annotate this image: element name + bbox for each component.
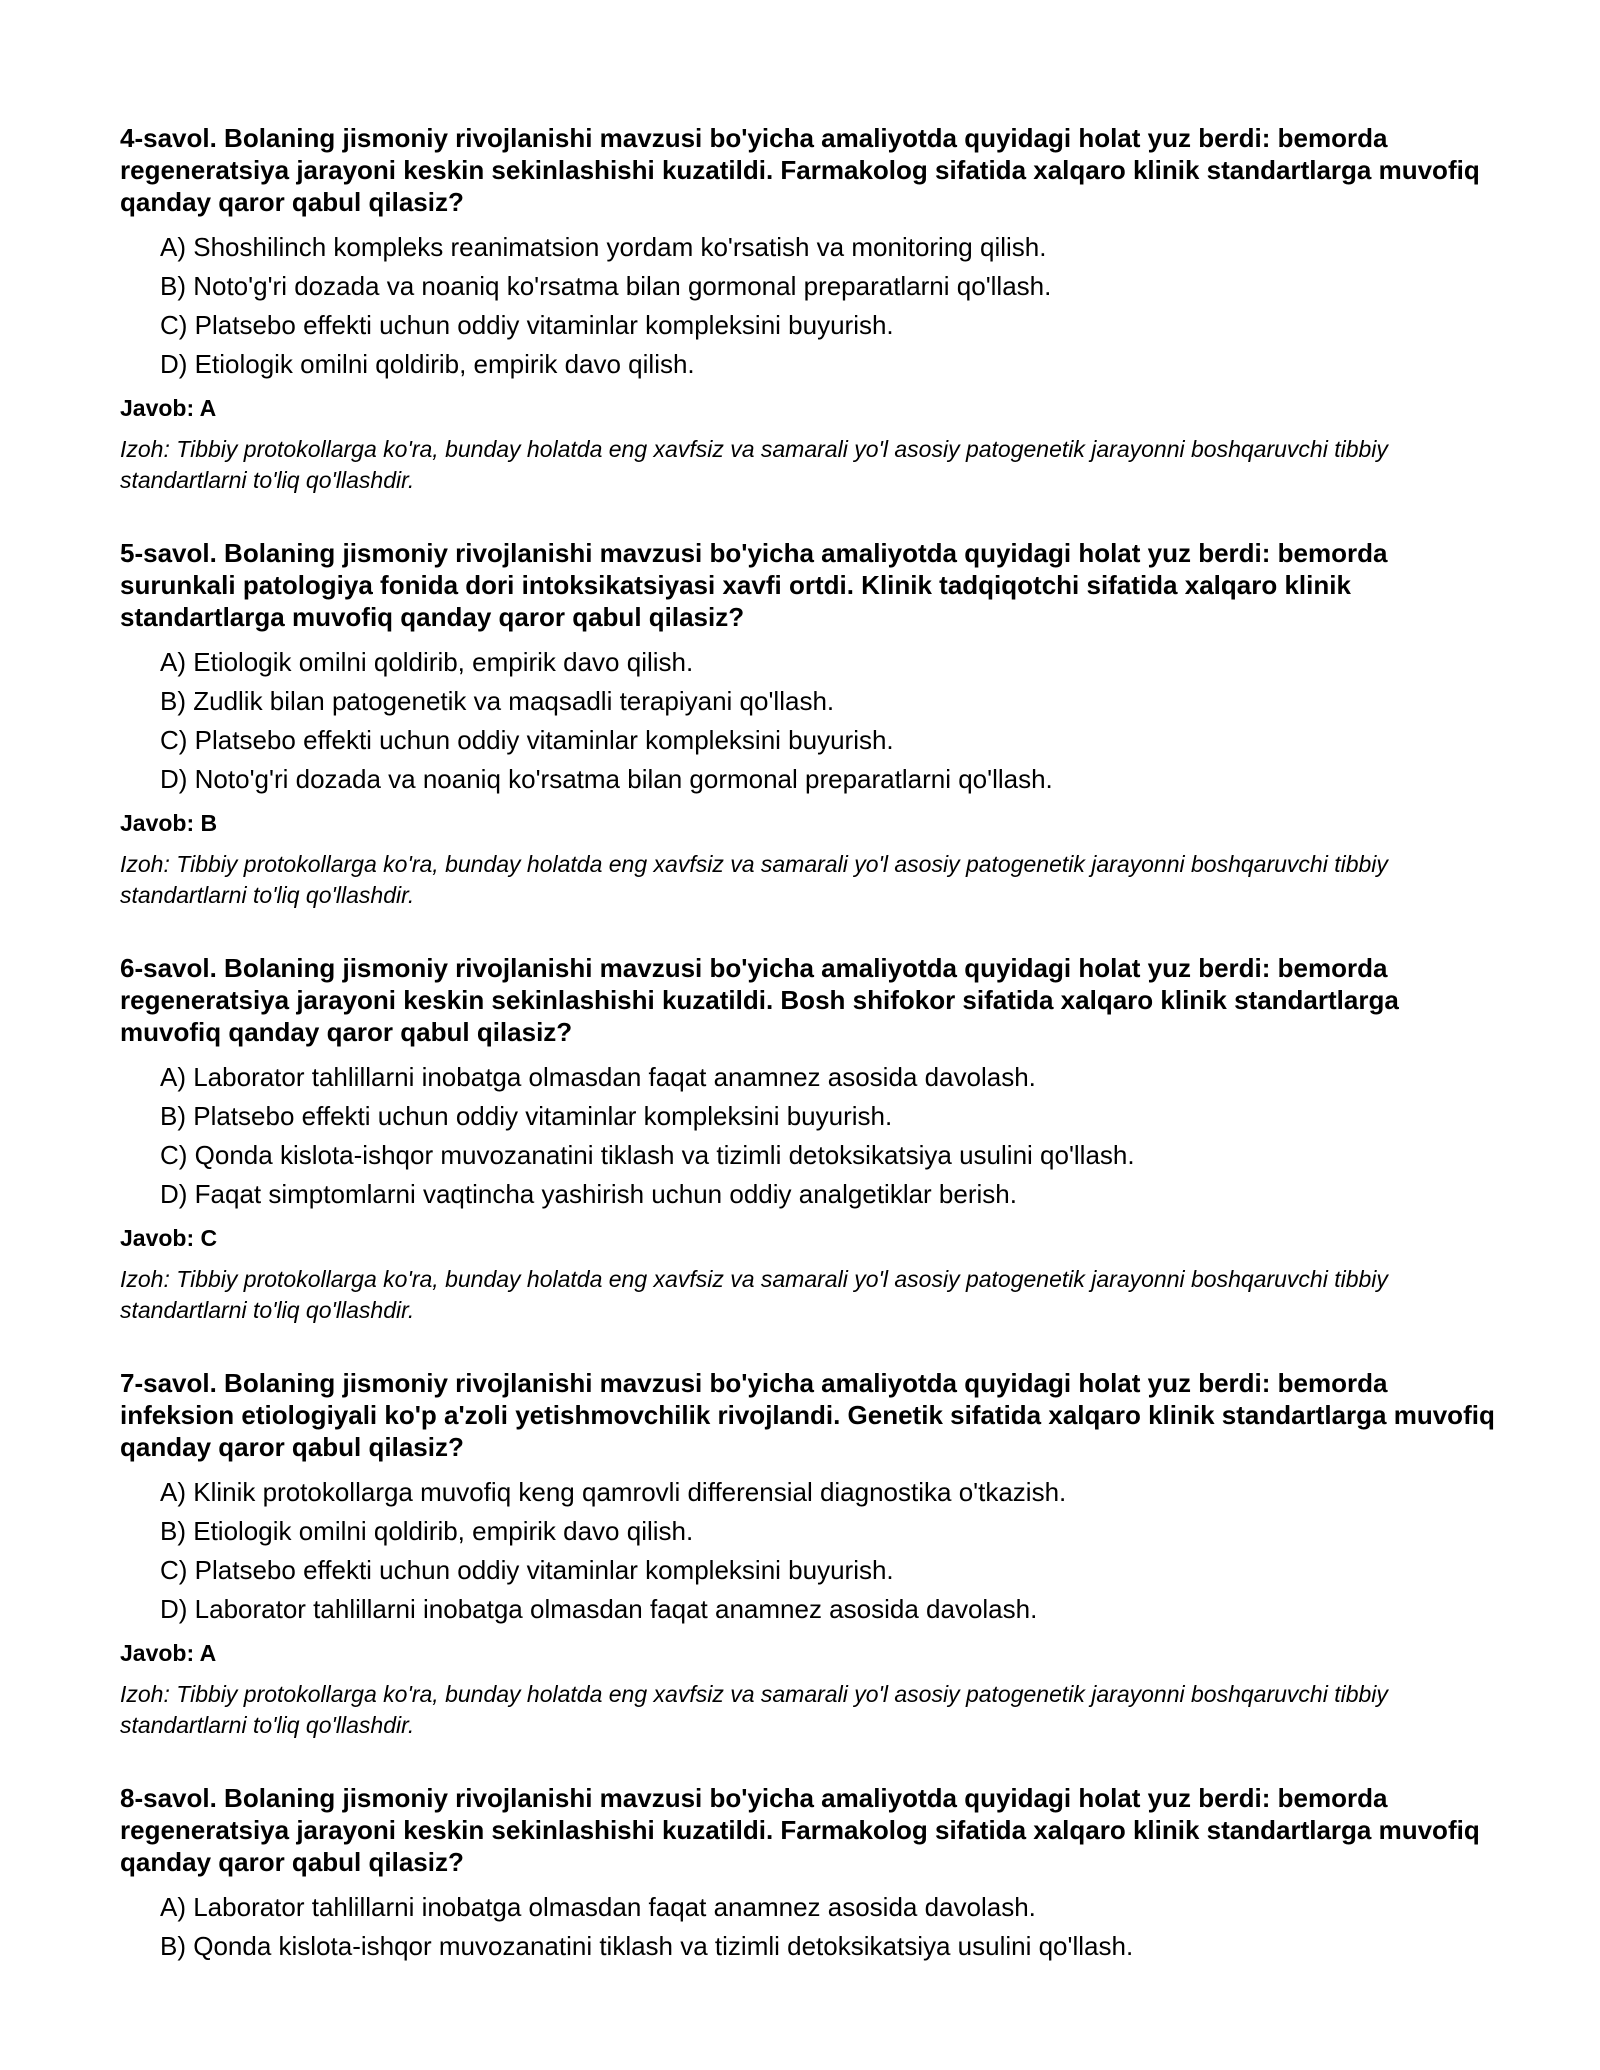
question-block-4	[120, 122, 1500, 496]
option-c: C) Qonda kislota-ishqor muvozanatini tiklash va tizimli detoksikatsiya usulini qo'llash.	[160, 1140, 1135, 1170]
explanation-text: Izoh: Tibbiy protokollarga ko'ra, bunday holatda eng xavfsiz va samarali yo'l asosiy patogenetik jarayonni boshqaruvchi tibbiy standartlarni to'liq qo'llashdir.	[120, 1266, 1388, 1323]
option-c: C) Platsebo effekti uchun oddiy vitaminlar kompleksini buyurish.	[160, 310, 894, 340]
option-b: B) Etiologik omilni qoldirib, empirik davo qilish.	[160, 1516, 694, 1546]
answer-label: Javob: A	[120, 1640, 217, 1666]
option-d: D) Laborator tahlillarni inobatga olmasdan faqat anamnez asosida davolash.	[160, 1594, 1038, 1624]
question-block-7	[120, 1367, 1500, 1741]
option-a: A) Laborator tahlillarni inobatga olmasdan faqat anamnez asosida davolash.	[160, 1062, 1036, 1092]
options-list	[120, 228, 1500, 384]
option-c: C) Platsebo effekti uchun oddiy vitaminlar kompleksini buyurish.	[160, 1555, 894, 1585]
document-body	[120, 122, 1500, 2007]
answer-label: Javob: C	[120, 1225, 218, 1251]
options-list	[120, 1473, 1500, 1629]
option-d: D) Noto'g'ri dozada va noaniq ko'rsatma bilan gormonal preparatlarni qo'llash.	[160, 764, 1053, 794]
option-c: C) Platsebo effekti uchun oddiy vitaminlar kompleksini buyurish.	[160, 725, 894, 755]
question-text: 7-savol. Bolaning jismoniy rivojlanishi mavzusi bo'yicha amaliyotda quyidagi holat yuz berdi: bemorda infeksion etiologiyali ko'p a'zoli yetishmovchilik rivojlandi. Genetik sifatida xalqaro klinik standartlarga muvofiq qanday qaror qabul qilasiz?	[120, 1368, 1495, 1462]
option-a: A) Shoshilinch kompleks reanimatsion yordam ko'rsatish va monitoring qilish.	[160, 232, 1047, 262]
explanation-text: Izoh: Tibbiy protokollarga ko'ra, bunday holatda eng xavfsiz va samarali yo'l asosiy patogenetik jarayonni boshqaruvchi tibbiy standartlarni to'liq qo'llashdir.	[120, 436, 1388, 493]
question-block-8	[120, 1782, 1500, 1966]
question-text: 8-savol. Bolaning jismoniy rivojlanishi mavzusi bo'yicha amaliyotda quyidagi holat yuz berdi: bemorda regeneratsiya jarayoni keskin sekinlashishi kuzatildi. Farmakolog sifatida xalqaro klinik standartlarga muvofiq qanday qaror qabul qilasiz?	[120, 1783, 1480, 1877]
question-text: 4-savol. Bolaning jismoniy rivojlanishi mavzusi bo'yicha amaliyotda quyidagi holat yuz berdi: bemorda regeneratsiya jarayoni keskin sekinlashishi kuzatildi. Farmakolog sifatida xalqaro klinik standartlarga muvofiq qanday qaror qabul qilasiz?	[120, 123, 1480, 217]
option-a: A) Laborator tahlillarni inobatga olmasdan faqat anamnez asosida davolash.	[160, 1892, 1036, 1922]
question-block-5	[120, 537, 1500, 911]
question-block-6	[120, 952, 1500, 1326]
question-text: 6-savol. Bolaning jismoniy rivojlanishi mavzusi bo'yicha amaliyotda quyidagi holat yuz berdi: bemorda regeneratsiya jarayoni keskin sekinlashishi kuzatildi. Bosh shifokor sifatida xalqaro klinik standartlarga muvofiq qanday qaror qabul qilasiz?	[120, 953, 1399, 1047]
question-text: 5-savol. Bolaning jismoniy rivojlanishi mavzusi bo'yicha amaliyotda quyidagi holat yuz berdi: bemorda surunkali patologiya fonida dori intoksikatsiyasi xavfi ortdi. Klinik tadqiqotchi sifatida xalqaro klinik standartlarga muvofiq qanday qaror qabul qilasiz?	[120, 538, 1388, 632]
answer-label: Javob: A	[120, 395, 217, 421]
option-b: B) Noto'g'ri dozada va noaniq ko'rsatma bilan gormonal preparatlarni qo'llash.	[160, 271, 1052, 301]
option-b: B) Platsebo effekti uchun oddiy vitaminlar kompleksini buyurish.	[160, 1101, 893, 1131]
option-a: A) Etiologik omilni qoldirib, empirik davo qilish.	[160, 647, 694, 677]
option-b: B) Qonda kislota-ishqor muvozanatini tiklash va tizimli detoksikatsiya usulini qo'llash.	[160, 1931, 1134, 1961]
option-d: D) Etiologik omilni qoldirib, empirik davo qilish.	[160, 349, 695, 379]
option-a: A) Klinik protokollarga muvofiq keng qamrovli differensial diagnostika o'tkazish.	[160, 1477, 1067, 1507]
explanation-text: Izoh: Tibbiy protokollarga ko'ra, bunday holatda eng xavfsiz va samarali yo'l asosiy patogenetik jarayonni boshqaruvchi tibbiy standartlarni to'liq qo'llashdir.	[120, 851, 1388, 908]
options-list	[120, 1058, 1500, 1214]
explanation-text: Izoh: Tibbiy protokollarga ko'ra, bunday holatda eng xavfsiz va samarali yo'l asosiy patogenetik jarayonni boshqaruvchi tibbiy standartlarni to'liq qo'llashdir.	[120, 1681, 1388, 1738]
options-list	[120, 643, 1500, 799]
answer-label: Javob: B	[120, 810, 218, 836]
options-list	[120, 1888, 1500, 1966]
option-b: B) Zudlik bilan patogenetik va maqsadli terapiyani qo'llash.	[160, 686, 835, 716]
option-d: D) Faqat simptomlarni vaqtincha yashirish uchun oddiy analgetiklar berish.	[160, 1179, 1017, 1209]
